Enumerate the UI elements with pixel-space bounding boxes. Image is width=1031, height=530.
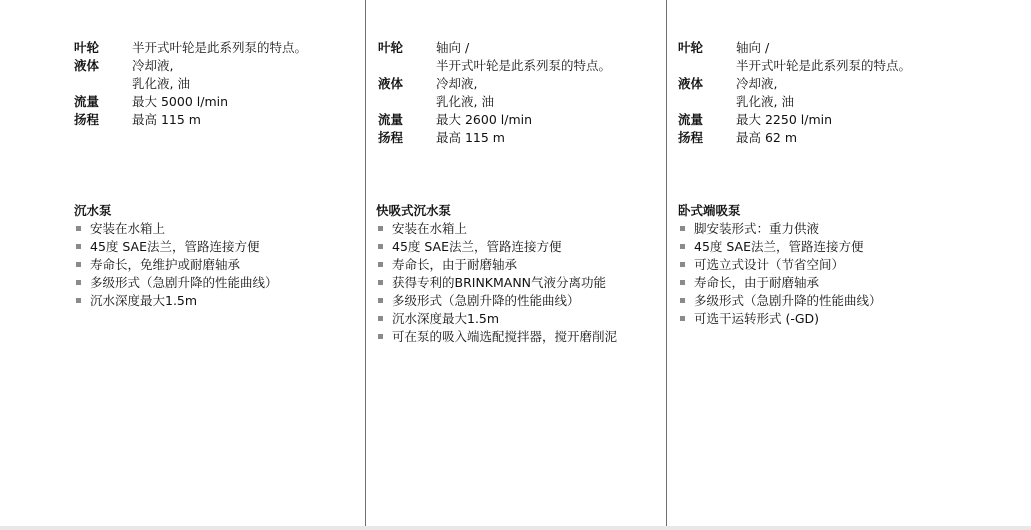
list-item: 45度 SAE法兰，管路连接方便 xyxy=(76,238,278,256)
spec-label: 液体 xyxy=(378,76,404,91)
feature-list xyxy=(76,220,278,310)
spec-label: 叶轮 xyxy=(378,40,404,55)
spec-row-head xyxy=(678,129,911,147)
feature-list xyxy=(378,220,617,346)
spec-value: 冷却液, 乳化液, 油 xyxy=(436,76,494,109)
column-divider xyxy=(666,0,667,526)
list-item: 获得专利的BRINKMANN气液分离功能 xyxy=(378,274,617,292)
bullet-square-icon xyxy=(680,316,685,321)
bullet-square-icon xyxy=(76,262,81,267)
spec-row-flow xyxy=(678,111,911,129)
spec-block-col2 xyxy=(378,39,611,147)
spec-row-flow xyxy=(74,93,307,111)
list-item: 寿命长，由于耐磨轴承 xyxy=(378,256,617,274)
spec-label: 流量 xyxy=(678,112,704,127)
bullet-square-icon xyxy=(378,226,383,231)
bullet-square-icon xyxy=(76,226,81,231)
list-item: 沉水深度最大1.5m xyxy=(76,292,278,310)
bullet-square-icon xyxy=(680,262,685,267)
spec-row-fluid xyxy=(74,57,307,93)
bullet-square-icon xyxy=(378,262,383,267)
bullet-square-icon xyxy=(378,244,383,249)
spec-value: 轴向 / 半开式叶轮是此系列泵的特点。 xyxy=(736,40,912,73)
bullet-square-icon xyxy=(378,280,383,285)
spec-row-impeller xyxy=(378,39,611,75)
bullet-square-icon xyxy=(76,280,81,285)
spec-block-col3 xyxy=(678,39,911,147)
spec-label: 流量 xyxy=(378,112,404,127)
spec-row-impeller xyxy=(678,39,911,75)
spec-value: 半开式叶轮是此系列泵的特点。 xyxy=(132,40,308,55)
bullet-square-icon xyxy=(378,334,383,339)
spec-value: 最大 5000 l/min xyxy=(132,94,229,109)
spec-value: 冷却液, 乳化液, 油 xyxy=(132,58,190,91)
list-item: 沉水深度最大1.5m xyxy=(378,310,617,328)
spec-value: 最大 2600 l/min xyxy=(436,112,533,127)
list-item: 安装在水箱上 xyxy=(76,220,278,238)
list-item: 多级形式（急剧升降的性能曲线） xyxy=(76,274,278,292)
bullet-square-icon xyxy=(76,298,81,303)
spec-row-flow xyxy=(378,111,611,129)
list-item: 45度 SAE法兰，管路连接方便 xyxy=(680,238,882,256)
product-heading: 沉水泵 xyxy=(74,203,112,218)
bullet-square-icon xyxy=(680,280,685,285)
list-item: 可选干运转形式 (-GD) xyxy=(680,310,882,328)
spec-row-head xyxy=(378,129,611,147)
page-bottom-edge xyxy=(0,526,1031,530)
list-item: 脚安装形式：重力供液 xyxy=(680,220,882,238)
spec-label: 流量 xyxy=(74,94,100,109)
spec-label: 扬程 xyxy=(378,130,404,145)
bullet-square-icon xyxy=(76,244,81,249)
list-item: 可在泵的吸入端选配搅拌器，搅开磨削泥 xyxy=(378,328,617,346)
spec-value: 最高 115 m xyxy=(436,130,505,145)
list-item: 多级形式（急剧升降的性能曲线） xyxy=(680,292,882,310)
list-item: 45度 SAE法兰，管路连接方便 xyxy=(378,238,617,256)
spec-label: 液体 xyxy=(678,76,704,91)
list-item: 可选立式设计（节省空间） xyxy=(680,256,882,274)
spec-row-fluid xyxy=(678,75,911,111)
spec-table xyxy=(678,39,911,147)
spec-value: 最高 115 m xyxy=(132,112,201,127)
bullet-square-icon xyxy=(680,226,685,231)
list-item: 多级形式（急剧升降的性能曲线） xyxy=(378,292,617,310)
product-heading: 快吸式沉水泵 xyxy=(376,203,452,218)
spec-label: 液体 xyxy=(74,58,100,73)
list-item: 安装在水箱上 xyxy=(378,220,617,238)
spec-label: 叶轮 xyxy=(678,40,704,55)
column-divider xyxy=(365,0,366,526)
spec-value: 最高 62 m xyxy=(736,130,798,145)
bullet-square-icon xyxy=(378,316,383,321)
spec-table xyxy=(74,39,307,129)
spec-row-head xyxy=(74,111,307,129)
feature-list xyxy=(680,220,882,328)
spec-value: 轴向 / 半开式叶轮是此系列泵的特点。 xyxy=(436,40,612,73)
spec-value: 最大 2250 l/min xyxy=(736,112,833,127)
list-item: 寿命长，由于耐磨轴承 xyxy=(680,274,882,292)
bullet-square-icon xyxy=(680,244,685,249)
spec-label: 扬程 xyxy=(678,130,704,145)
spec-value: 冷却液, 乳化液, 油 xyxy=(736,76,794,109)
spec-label: 叶轮 xyxy=(74,40,100,55)
spec-table xyxy=(378,39,611,147)
spec-label: 扬程 xyxy=(74,112,100,127)
product-heading: 卧式端吸泵 xyxy=(678,203,741,218)
spec-row-fluid xyxy=(378,75,611,111)
list-item: 寿命长，免维护或耐磨轴承 xyxy=(76,256,278,274)
spec-row-impeller xyxy=(74,39,307,57)
spec-block-col1 xyxy=(74,39,307,129)
bullet-square-icon xyxy=(680,298,685,303)
bullet-square-icon xyxy=(378,298,383,303)
